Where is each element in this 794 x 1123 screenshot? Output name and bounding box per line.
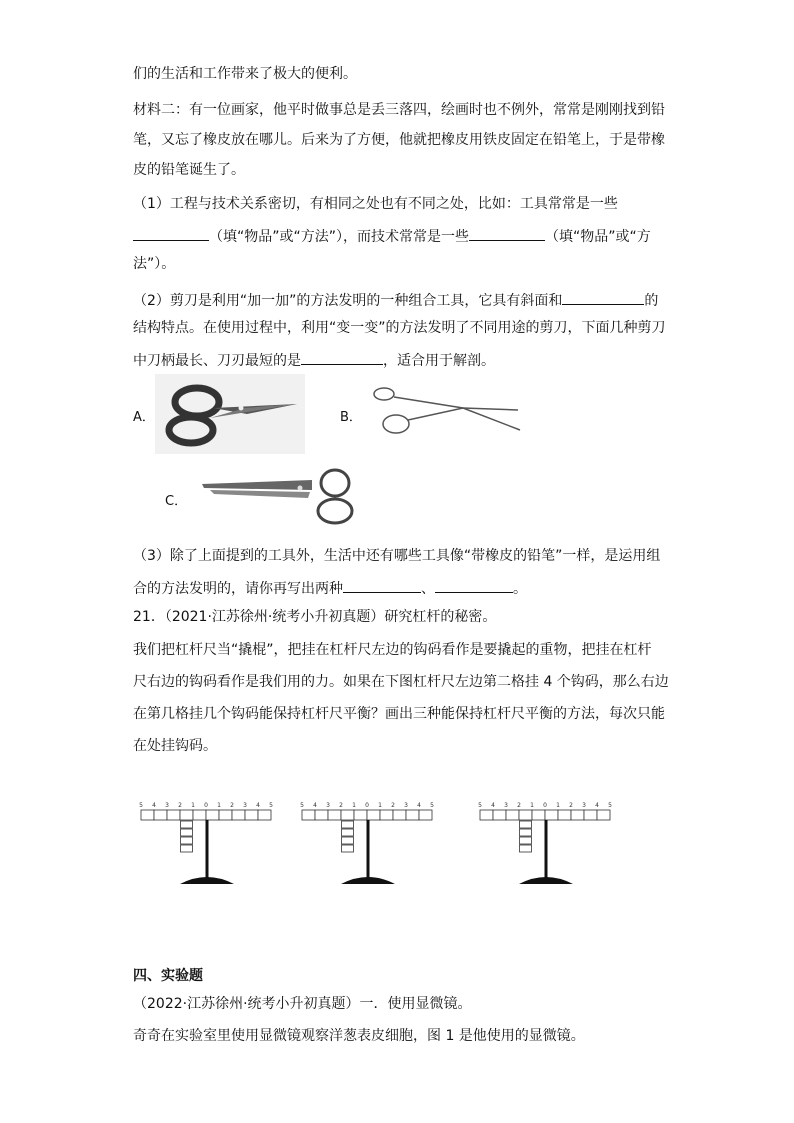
tick-label: 1 xyxy=(530,802,534,809)
question-21-line-1: 我们把杠杆尺当“撬棍”，把挂在杠杆尺左边的钩码看作是要撬起的重物，把挂在杠杆 xyxy=(133,642,652,658)
material-2-line-3: 皮的铅笔诞生了。 xyxy=(133,162,245,178)
option-c-label: C． xyxy=(165,494,188,509)
paragraph: 们的生活和工作带来了极大的便利。 xyxy=(133,66,357,82)
lever-cell xyxy=(219,810,232,820)
question-2-line-3 xyxy=(133,348,495,371)
tick-label: 2 xyxy=(517,802,521,809)
answer-blank[interactable] xyxy=(133,224,209,241)
lever-cell xyxy=(258,810,271,820)
lever-cell xyxy=(493,810,506,820)
hook-weight xyxy=(342,837,354,844)
tick-label: 4 xyxy=(313,802,317,809)
text: （填“物品”或“方法”），而技术常常是一些 xyxy=(209,229,470,245)
question-21-title: 21．（2021·江苏徐州·统考小升初真题）研究杠杆的秘密。 xyxy=(133,609,497,625)
question-2-line-2: 结构特点。在使用过程中，利用“变一变”的方法发明了不同用途的剪刀，下面几种剪刀 xyxy=(133,320,666,336)
tick-label: 1 xyxy=(378,802,382,809)
material-2-line-2: 笔，又忘了橡皮放在哪儿。后来为了方便，他就把橡皮用铁皮固定在铅笔上，于是带橡 xyxy=(133,132,665,148)
question-21-line-2: 尺右边的钩码看作是我们用的力。如果在下图杠杆尺左边第二格挂 4 个钩码，那么右边 xyxy=(133,674,669,690)
hook-weight xyxy=(342,821,354,828)
tick-label: 3 xyxy=(165,802,169,809)
hook-weight xyxy=(342,845,354,852)
lever-diagram xyxy=(139,798,289,888)
lever-cell xyxy=(245,810,258,820)
tick-label: 2 xyxy=(391,802,395,809)
question-21-line-3: 在第几格挂几个钩码能保持杠杆尺平衡？画出三种能保持杠杆尺平衡的方法，每次只能 xyxy=(133,706,665,722)
tick-label: 5 xyxy=(478,802,482,809)
lever-cell xyxy=(180,810,193,820)
tick-label: 1 xyxy=(191,802,195,809)
lever-diagram xyxy=(300,798,450,888)
lever-cell xyxy=(406,810,419,820)
tick-label: 5 xyxy=(608,802,612,809)
lever-base xyxy=(341,877,395,884)
hook-weight xyxy=(181,837,193,844)
section-4-line-1: （2022·江苏徐州·统考小升初真题）一．使用显微镜。 xyxy=(133,996,472,1012)
section-4-line-2: 奇奇在实验室里使用显微镜观察洋葱表皮细胞，图 1 是他使用的显微镜。 xyxy=(133,1028,585,1044)
tick-label: 3 xyxy=(582,802,586,809)
lever-cell xyxy=(328,810,341,820)
tick-label: 2 xyxy=(230,802,234,809)
hook-weight xyxy=(181,829,193,836)
tick-label: 1 xyxy=(352,802,356,809)
lever-cell xyxy=(341,810,354,820)
lever-cell xyxy=(480,810,493,820)
lever-cell xyxy=(380,810,393,820)
section-4-heading: 四、实验题 xyxy=(133,968,203,984)
text: （填“物品”或“方 xyxy=(545,229,651,245)
tick-label: 5 xyxy=(300,802,304,809)
text: （2）剪刀是利用“加一加”的方法发明的一种组合工具，它具有斜面和 xyxy=(133,293,563,309)
answer-blank[interactable] xyxy=(469,224,545,241)
lever-cell xyxy=(193,810,206,820)
text: 合的方法发明的，请你再写出两种 xyxy=(133,581,343,597)
lever-cell xyxy=(597,810,610,820)
question-3-line-2 xyxy=(133,576,527,599)
scissors-b-image xyxy=(368,380,523,438)
material-2-line-1: 材料二：有一位画家，他平时做事总是丢三落四，绘画时也不例外，常常是刚刚找到铅 xyxy=(133,102,665,118)
lever-cell xyxy=(532,810,545,820)
answer-blank[interactable] xyxy=(562,288,644,305)
lever-cell xyxy=(315,810,328,820)
lever-cell xyxy=(519,810,532,820)
text: 。 xyxy=(513,581,527,597)
tick-label: 2 xyxy=(569,802,573,809)
hook-weight xyxy=(520,837,532,844)
tick-label: 3 xyxy=(404,802,408,809)
tick-label: 4 xyxy=(417,802,421,809)
scissors-a-image xyxy=(155,374,305,454)
tick-label: 3 xyxy=(326,802,330,809)
answer-blank[interactable] xyxy=(435,576,513,593)
lever-cell xyxy=(584,810,597,820)
lever-cell xyxy=(302,810,315,820)
hook-weight xyxy=(520,821,532,828)
lever-cell xyxy=(367,810,380,820)
lever-cell xyxy=(419,810,432,820)
tick-label: 4 xyxy=(491,802,495,809)
question-1-line-1: （1）工程与技术关系密切，有相同之处也有不同之处，比如：工具常常是一些 xyxy=(133,196,618,212)
lever-base xyxy=(180,877,234,884)
tick-label: 2 xyxy=(339,802,343,809)
lever-diagram xyxy=(478,798,628,888)
option-b-label: B． xyxy=(340,410,362,425)
lever-cell xyxy=(545,810,558,820)
hook-weight xyxy=(342,829,354,836)
tick-label: 2 xyxy=(178,802,182,809)
lever-cell xyxy=(206,810,219,820)
tick-label: 1 xyxy=(556,802,560,809)
lever-cell xyxy=(154,810,167,820)
lever-cell xyxy=(354,810,367,820)
lever-cell xyxy=(141,810,154,820)
lever-base xyxy=(519,877,573,884)
lever-cell xyxy=(506,810,519,820)
hook-weight xyxy=(520,829,532,836)
question-1-line-3: 法”）。 xyxy=(133,256,176,272)
tick-label: 3 xyxy=(504,802,508,809)
text: ，适合用于解剖。 xyxy=(383,353,495,369)
tick-label: 0 xyxy=(365,802,369,809)
lever-cell xyxy=(571,810,584,820)
answer-blank[interactable] xyxy=(343,576,421,593)
question-21-line-4: 在处挂钩码。 xyxy=(133,738,217,754)
text: 的 xyxy=(644,293,659,309)
tick-label: 4 xyxy=(152,802,156,809)
lever-cell xyxy=(558,810,571,820)
text: 、 xyxy=(421,581,435,597)
hook-weight xyxy=(181,845,193,852)
tick-label: 4 xyxy=(595,802,599,809)
tick-label: 4 xyxy=(256,802,260,809)
answer-blank[interactable] xyxy=(301,348,383,365)
text: 中刀柄最长、刀刃最短的是 xyxy=(133,353,301,369)
tick-label: 1 xyxy=(217,802,221,809)
tick-label: 0 xyxy=(543,802,547,809)
tick-label: 5 xyxy=(269,802,273,809)
lever-cell xyxy=(167,810,180,820)
lever-cell xyxy=(393,810,406,820)
tick-label: 5 xyxy=(139,802,143,809)
hook-weight xyxy=(181,821,193,828)
lever-cell xyxy=(232,810,245,820)
tick-label: 3 xyxy=(243,802,247,809)
scissors-c-image xyxy=(200,466,355,528)
question-3-line-1: （3）除了上面提到的工具外，生活中还有哪些工具像“带橡皮的铅笔”一样，是运用组 xyxy=(133,548,661,564)
question-2-line-1 xyxy=(133,288,658,311)
tick-label: 0 xyxy=(204,802,208,809)
tick-label: 5 xyxy=(430,802,434,809)
hook-weight xyxy=(520,845,532,852)
question-1-line-2 xyxy=(133,224,651,247)
option-a-label: A． xyxy=(133,410,155,425)
